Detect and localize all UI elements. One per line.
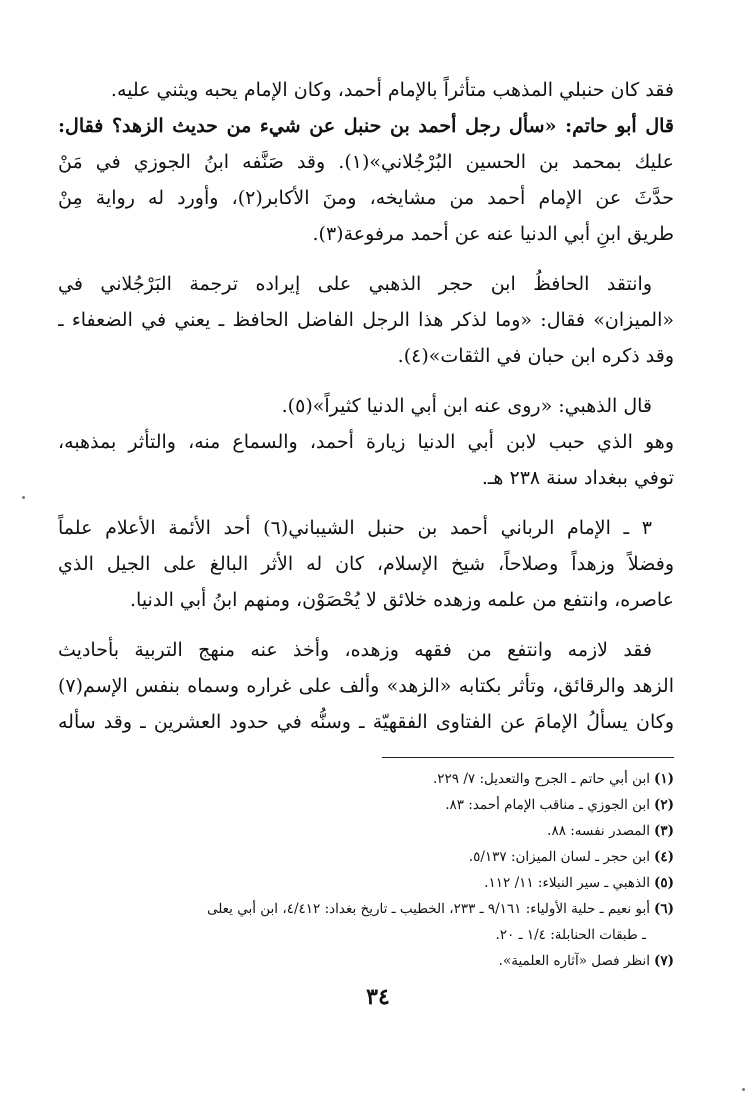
footnote-number: (٣) (653, 823, 674, 839)
footnote (58, 870, 674, 896)
scan-speck (22, 496, 25, 499)
footnote (58, 792, 674, 818)
body-line: قال الذهبي: «روى عنه ابن أبي الدنيا كثيراً»(٥). (281, 395, 652, 417)
body-line: عليك بمحمد بن الحسين البُرْجُلاني»(١). وقد صَنَّفه ابنُ الجوزي في مَنْ (58, 151, 674, 173)
body-line: عاصره، وانتفع من علمه وزهده خلائق لا يُحْصَوْن، ومنهم ابنُ أبي الدنيا. (130, 589, 674, 611)
page-number: ٣٤ (366, 984, 390, 1010)
footnote (58, 948, 674, 974)
body-line: طريق ابنِ أبي الدنيا عنه عن أحمد مرفوعة(٣). (312, 223, 674, 245)
footnote-text: المصدر نفسه: ٨٨. (547, 823, 650, 839)
body-line: وقد ذكره ابن حبان في الثقات»(٤). (397, 345, 674, 367)
footnote-continuation (58, 922, 674, 948)
footnote-number: (١) (653, 771, 674, 787)
body-line: ٣ ـ الإمام الرباني أحمد بن حنبل الشيباني(٦) أحد الأئمة الأعلام علماً (58, 517, 652, 539)
quote-speaker: قال أبو حاتم: «سأل رجل أحمد بن حنبل عن شيء من حديث الزهد؟ فقال: (58, 115, 674, 137)
footnote-text: الذهبي ـ سير النبلاء: ١١/ ١١٢. (484, 875, 650, 891)
body-line: وانتقد الحافظُ ابن حجر الذهبي على إيراده ترجمة البَرْجُلاني في (58, 273, 652, 295)
footnote-text: انظر فصل «آثاره العلمية». (498, 953, 650, 969)
footnote (58, 818, 674, 844)
body-line (58, 108, 674, 144)
footnote (58, 896, 674, 922)
scan-speck (742, 1088, 745, 1091)
footnote-divider (382, 757, 674, 758)
body-line: وكان يسألُ الإمامَ عن الفتاوى الفقهيّة ـ وسنُّه في حدود العشرين ـ وقد سأله (58, 711, 674, 733)
footnote-number: (٢) (653, 797, 674, 813)
body-line: فقد كان حنبلي المذهب متأثراً بالإمام أحمد، وكان الإمام يحبه ويثني عليه. (110, 79, 674, 101)
paragraph-dhahabi (58, 388, 674, 496)
body-line: حدَّثَ عن الإمام أحمد من مشايخه، ومنَ الأكابر(٢)، وأورد له رواية مِنْ (58, 187, 674, 209)
paragraph-imam-ahmad (58, 510, 674, 618)
main-text (58, 72, 674, 740)
body-line: وفضلاً وزهداً وصلاحاً، شيخ الإسلام، كان له الأثر البالغ على الجيل الذي (58, 553, 674, 575)
footnote-number: (٥) (653, 875, 674, 891)
footnote-number: (٤) (653, 849, 674, 865)
footnote-text: أبو نعيم ـ حلية الأولياء: ٩/١٦١ ـ ٢٣٣، الخطيب ـ تاريخ بغداد: ٤/٤١٢، ابن أبي يعلى (206, 901, 650, 917)
body-line: فقد لازمه وانتفع من فقهه وزهده، وأخذ عنه منهج التربية بأحاديث (58, 639, 652, 661)
footnote (58, 844, 674, 870)
body-line: توفي ببغداد سنة ٢٣٨ هـ. (481, 467, 674, 489)
footnote-text: ابن الجوزي ـ مناقب الإمام أحمد: ٨٣. (445, 797, 650, 813)
body-line: الزهد والرقائق، وتأثر بكتابه «الزهد» وألف على غراره وسماه بنفس الإسم(٧) (58, 675, 674, 697)
footnote-number: (٧) (653, 953, 674, 969)
paragraph-studied-with (58, 632, 674, 740)
paragraph-ahmad-influence (58, 72, 674, 252)
footnote-text: ـ طبقات الحنابلة: ١/٤ ـ ٢٠. (495, 927, 646, 943)
paragraph-ibn-hajar (58, 266, 674, 374)
footnote (58, 766, 674, 792)
footnotes (58, 766, 674, 974)
body-line: وهو الذي حبب لابن أبي الدنيا زيارة أحمد، والسماع منه، والتأثر بمذهبه، (58, 431, 674, 453)
body-line: «الميزان» فقال: «وما لذكر هذا الرجل الفاضل الحافظ ـ يعني في الضعفاء ـ (58, 309, 674, 331)
footnote-text: ابن حجر ـ لسان الميزان: ٥/١٣٧. (468, 849, 650, 865)
footnote-number: (٦) (653, 901, 674, 917)
footnote-text: ابن أبي حاتم ـ الجرح والتعديل: ٧/ ٢٢٩. (433, 771, 650, 787)
